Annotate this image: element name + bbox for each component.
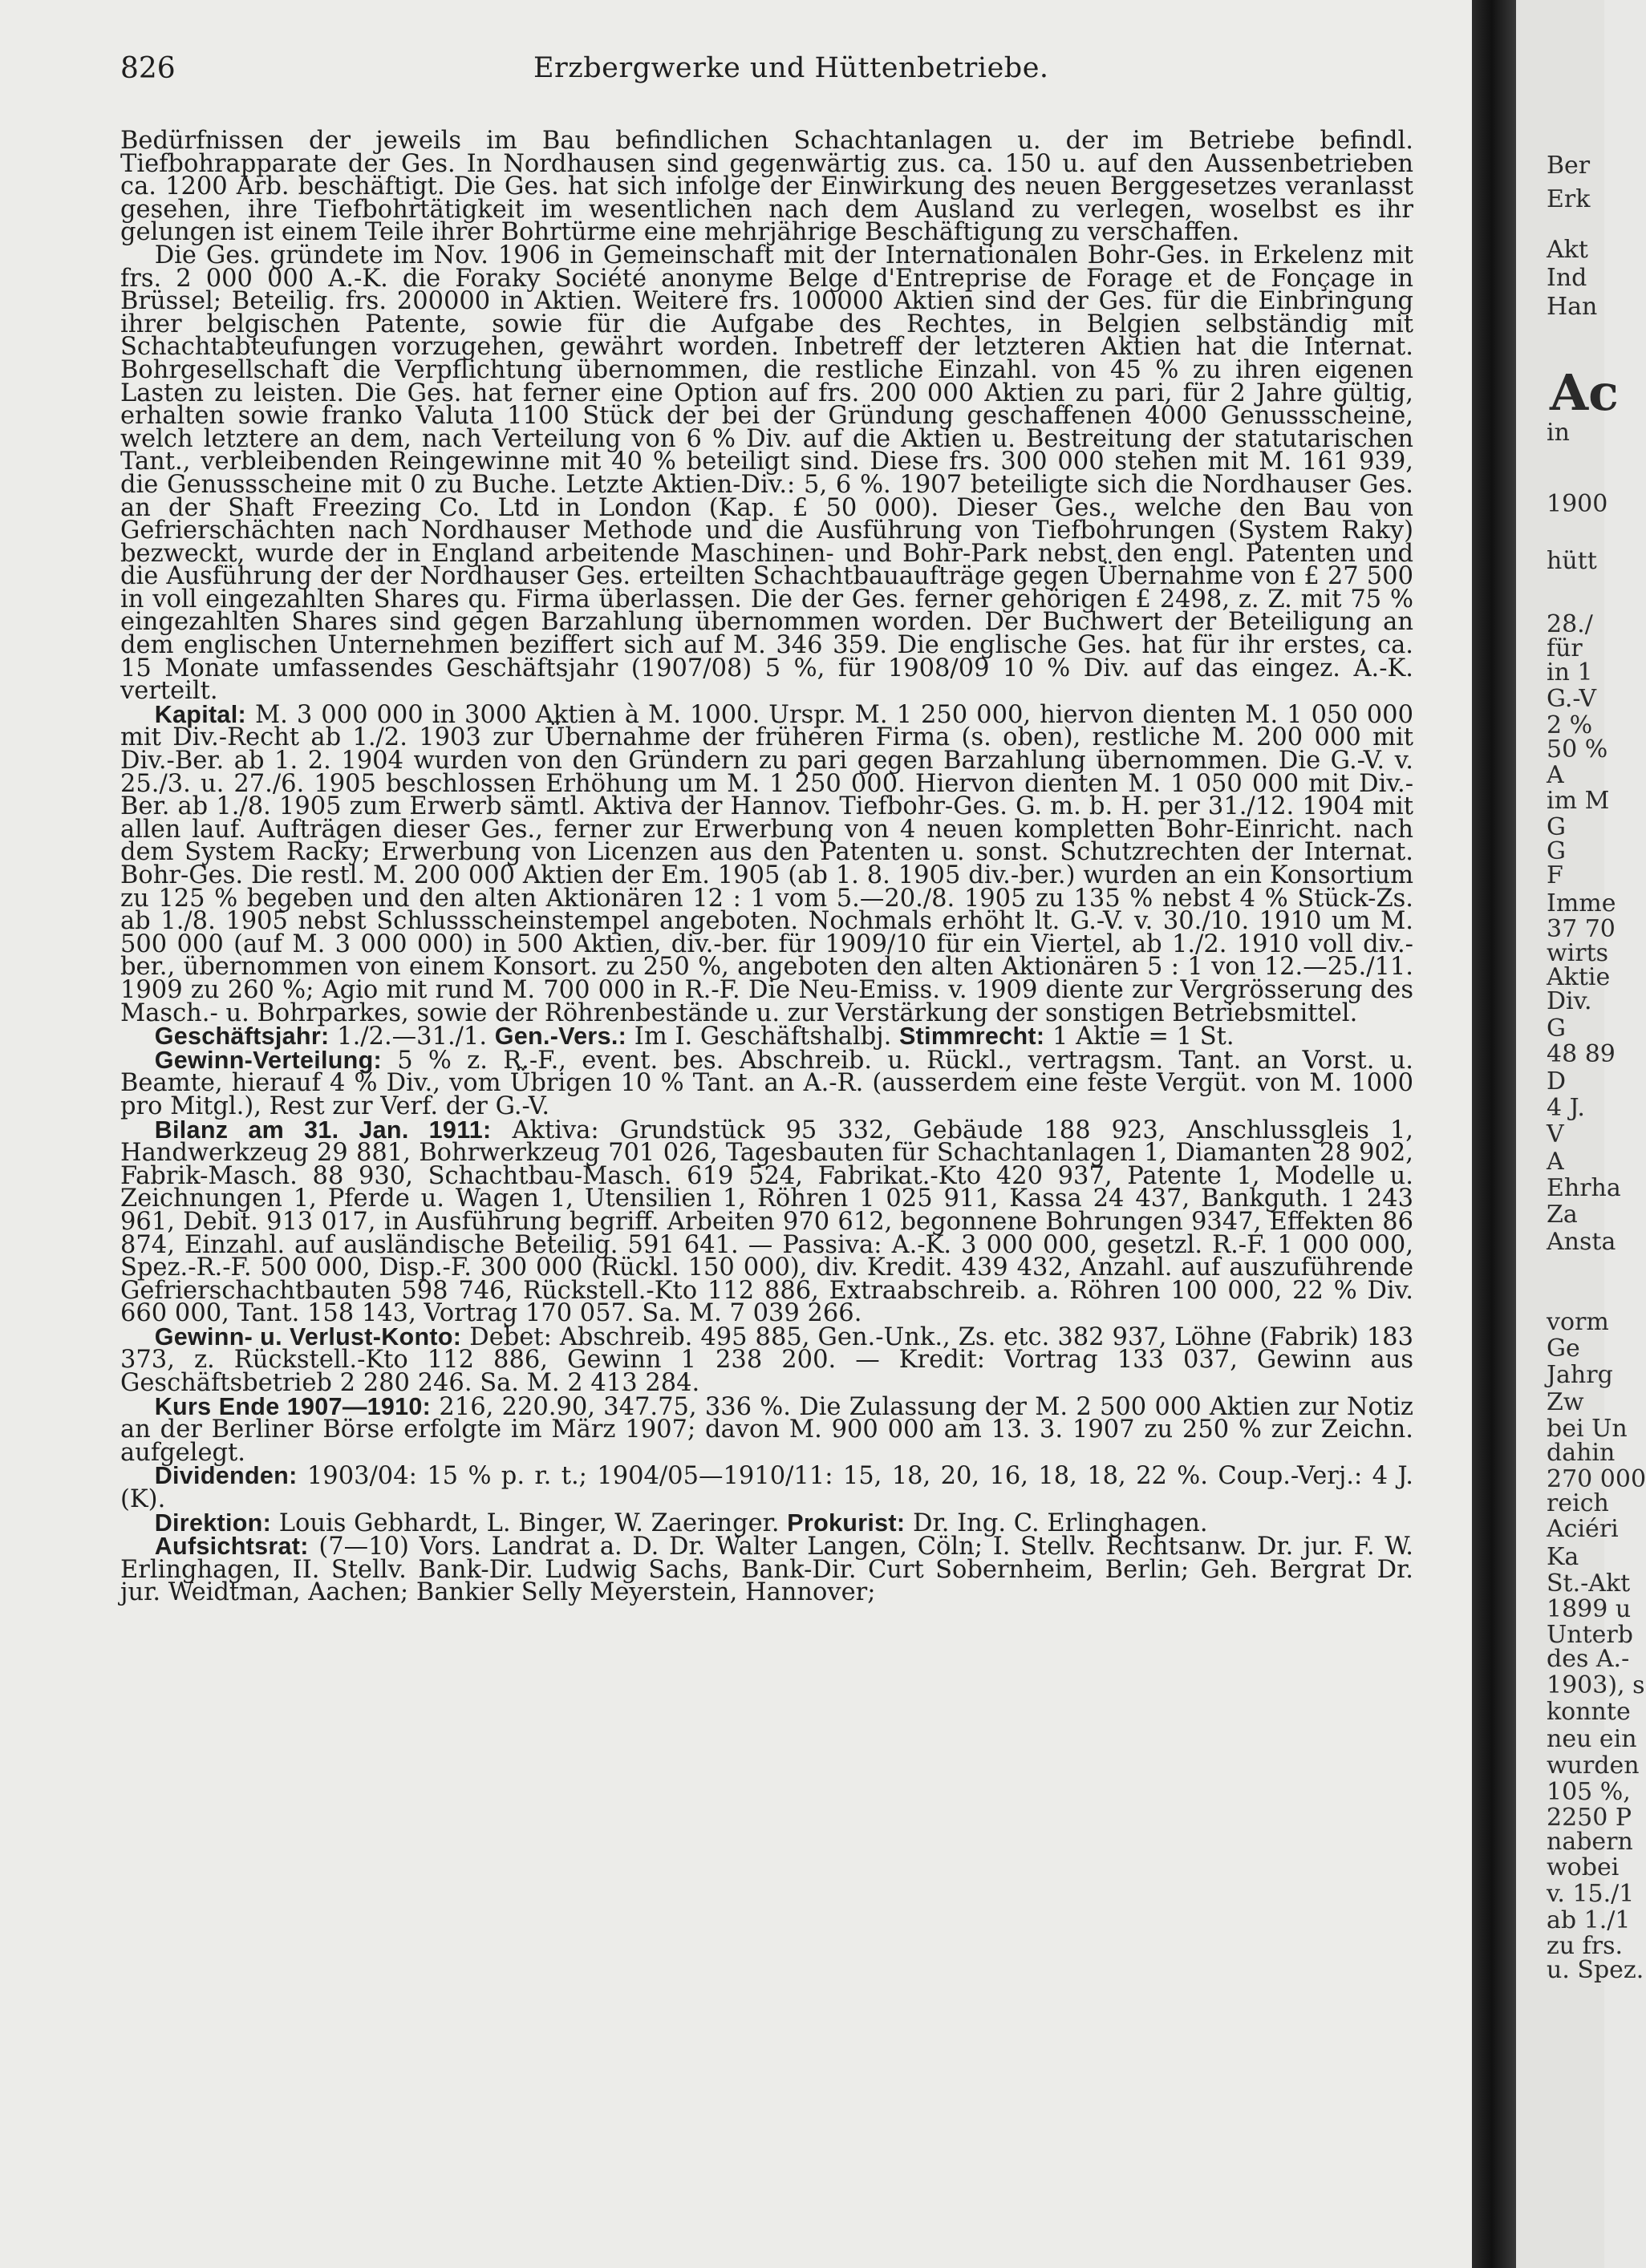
history-paragraph: Die Ges. gründete im Nov. 1906 in Gemeinschaft mit der Internationalen Bohr-Ges. in Erkelenz mit frs. 2 000 000 A.-K. die Foraky Société anonyme Belge d'Entreprise de Forage et de Fonçage in Brüssel; Beteilig. frs. 200000 in Aktien. Weitere frs. 100000 Aktien sind der Ges. für die Einbringung ihrer belgischen Patente, sowie für die Aufgabe des Rechtes, in Belgien selbständig mit Schachtabteufungen vorzugehen, gewährt worden. Inbetreff der letzteren Aktien hat die Internat. Bohrgesellschaft die Verpflichtung übernommen, die restliche Einzahl. von 45 % zu ihren eigenen Lasten zu leisten. Die Ges. hat ferner eine Option auf frs. 200 000 Aktien zu pari, für 2 Jahre gültig, erhalten sowie franko Valuta 1100 Stück der bei der Gründung geschaffenen 4000 Genussscheine, welch letztere an dem, nach Verteilung von 6 % Div. auf die Aktien u. Bestreitung der statutarischen Tant., verbleibenden Reingewinne mit 40 % beteiligt sind. Diese frs. 300 000 stehen mit M. 161 939, die Genussscheine mit 0 zu Buche. Letzte Aktien-Div.: 5, 6 %. 1907 beteiligte sich die Nordhauser Ges. an der Shaft Freezing Co. Ltd in London (Kap. £ 50 000). Dieser Ges., welche den Bau von Gefrierschächten nach Nordhauser Methode und die Ausführung von Tiefbohrungen (System Raky) bezweckt, wurde der in England arbeitende Maschinen- und Bohr-Park nebst den engl. Patenten und die Ausführung der der Nordhauser Ges. erteilten Schachtbauaufträge gegen Übernahme von £ 27 500 in voll eingezahlten Shares qu. Firma überlassen. Die der Ges. ferner gehörigen £ 2498, z. Z. mit 75 % eingezahlten Shares sind gegen Barzahlung übernommen worden. Der Buchwert der Beteiligung an dem englischen Unternehmen beziffert sich auf M. 346 359. Die englische Ges. hat für ihr erstes, ca. 15 Monate umfassendes Geschäftsjahr (1907/08) 5 %, für 1908/09 10 % Div. auf das eingez. A.-K. verteilt. (120, 241, 1413, 706)
adjacent-page-text: V (1547, 1120, 1564, 1148)
adjacent-page-text: 50 % (1547, 735, 1608, 763)
dividenden-label: Dividenden: (154, 1462, 298, 1490)
adjacent-page-text: Ind (1547, 264, 1587, 292)
adjacent-page-text: in (1547, 419, 1570, 447)
adjacent-page-text: 270 000 (1547, 1465, 1646, 1493)
adjacent-page-text: Jahrg (1547, 1361, 1613, 1389)
adjacent-page-text: Aciéri (1547, 1515, 1619, 1543)
adjacent-page-text: bei Un (1547, 1415, 1628, 1443)
adjacent-page-text: hütt (1547, 547, 1597, 575)
intro-paragraph: Bedürfnissen der jeweils im Bau befindlichen Schachtanlagen u. der im Betriebe befindl. Tiefbohrapparate der Ges. In Nordhausen sind gegenwärtig zus. ca. 150 u. auf den Aussenbetrieben ca. 1200 Arb. beschäftigt. Die Ges. hat sich infolge der Einwirkung des neuen Berggesetzes veranlasst gesehen, ihre Tiefbohrtätigkeit im wesentlichen nach dem Ausland zu verlegen, woselbst es ihr gelungen ist einem Teile ihrer Bohrtürme eine mehrjährige Beschäftigung zu verschaffen. (120, 127, 1413, 247)
geschaeftsjahr-paragraph (120, 1025, 1413, 1049)
dividenden-paragraph (120, 1462, 1413, 1514)
kapital-paragraph (120, 700, 1413, 1027)
adjacent-page-text: 37 70 (1547, 915, 1616, 943)
adjacent-page-text: Unterb (1547, 1621, 1633, 1649)
adjacent-page-text: Aktie (1547, 963, 1611, 991)
adjacent-page-text: Erk (1547, 185, 1591, 213)
adjacent-page-text: A (1547, 761, 1564, 789)
adjacent-page-text: St.-Akt (1547, 1569, 1631, 1598)
gewinn-verteilung-text: 5 % z. R.-F., event. bes. Abschreib. u. Rückl., vertragsm. Tant. an Vorst. u. Beamte, hierauf 4 % Div., vom Übrigen 10 % Tant. an A.-R. (ausserdem eine feste Vergüt. von M. 1000 pro Mitgl.), Rest zur Verf. der G.-V. (120, 1046, 1413, 1120)
adjacent-page-text: des A.- (1547, 1645, 1630, 1673)
adjacent-page-text: Ge (1547, 1334, 1580, 1363)
adjacent-page-text: zu frs. (1547, 1932, 1624, 1960)
adjacent-page-text: wirts (1547, 939, 1609, 967)
page-number: 826 (120, 52, 176, 85)
adjacent-page-text: Ansta (1547, 1228, 1616, 1256)
adjacent-page-text: reich (1547, 1489, 1609, 1517)
bilanz-text: Aktiva: Grundstück 95 332, Gebäude 188 923, Anschlussgleis 1, Handwerkzeug 29 881, Bohrwerkzeug 701 026, Tagesbauten für Schachtanlagen 1, Diamanten 28 902, Fabrik-Masch. 88 930, Schachtbau-Masch. 619 524, Fabrikat.-Kto 420 937, Patente 1, Modelle u. Zeichnungen 1, Pferde u. Wagen 1, Utensilien 1, Röhren 1 025 911, Kassa 24 437, Bankguth. 1 243 961, Debit. 913 017, in Ausführung begriff. Arbeiten 970 612, begonnene Bohrungen 9347, Effekten 86 874, Einzahl. auf ausländische Beteilig. 591 641. — Passiva: A.-K. 3 000 000, gesetzl. R.-F. 1 000 000, Spez.-R.-F. 500 000, Disp.-F. 300 000 (Rückl. 150 000), div. Kredit. 439 432, Anzahl. auf auszuführende Gefrierschachtbauten 598 746, Rückstell.-Kto 112 886, Extraabschreib. a. Röhren 100 000, 22 % Div. 660 000, Tant. 158 143, Vortrag 170 057. Sa. M. 7 039 266. (120, 1116, 1413, 1328)
bilanz-paragraph (120, 1116, 1413, 1328)
aufsichtsrat-label: Aufsichtsrat: (154, 1533, 309, 1561)
adjacent-page-text: vorm (1547, 1308, 1609, 1336)
adjacent-page-text: Zw (1547, 1388, 1584, 1416)
adjacent-page-text: A (1547, 1148, 1564, 1176)
prokurist-text: Dr. Ing. C. Erlinghagen. (913, 1509, 1208, 1537)
main-text-column (120, 127, 1414, 1607)
adjacent-page-text: 1899 u (1547, 1595, 1632, 1623)
page-header (120, 52, 1416, 100)
kurs-text: 216, 220.90, 347.75, 336 %. Die Zulassung der M. 2 500 000 Aktien zur Notiz an der Berliner Börse erfolgte im März 1907; davon M. 900 000 am 13. 3. 1907 zu 250 % zur Zeichn. aufgelegt. (120, 1392, 1414, 1467)
gen-vers-text: Im I. Geschäftshalbj. (634, 1023, 892, 1051)
guv-text: Debet: Abschreib. 495 885, Gen.-Unk., Zs. etc. 382 937, Löhne (Fabrik) 183 373, z. Rückstell.-Kto 112 886, Gewinn 1 238 200. — Kredit: Vortrag 133 037, Gewinn aus Geschäftsbetrieb 2 280 246. Sa. M. 2 413 284. (120, 1322, 1413, 1398)
gewinn-verteilung-label: Gewinn-Verteilung: (154, 1046, 382, 1074)
adjacent-page-text: 1903), s (1547, 1671, 1645, 1699)
adjacent-page-text: G (1547, 837, 1566, 865)
adjacent-page-text: 4 J. (1547, 1094, 1585, 1122)
geschaeftsjahr-text: 1./2.—31./1. (337, 1023, 488, 1051)
adjacent-page-text: F (1547, 861, 1563, 889)
direktion-label: Direktion: (154, 1509, 272, 1537)
dividenden-text: 1903/04: 15 % p. r. t.; 1904/05—1910/11: 15, 18, 20, 16, 18, 18, 22 %. Coup.-Verj.: 4 J. (K). (120, 1462, 1413, 1514)
adjacent-page-text: 28./ (1547, 610, 1593, 638)
adjacent-page-text: 2 % (1547, 711, 1593, 739)
adjacent-page-text: Za (1547, 1201, 1578, 1229)
kurs-label: Kurs Ende 1907—1910: (154, 1392, 432, 1420)
adjacent-page-text: wurden (1547, 1752, 1640, 1780)
adjacent-page-text: Ac (1550, 363, 1619, 422)
guv-paragraph (120, 1322, 1413, 1398)
adjacent-page-text: 105 %, (1547, 1778, 1631, 1806)
geschaeftsjahr-label: Geschäftsjahr: (154, 1023, 330, 1051)
adjacent-page-text: v. 15./1 (1547, 1880, 1635, 1908)
book-gutter (1472, 0, 1516, 2268)
adjacent-page-text: Ber (1547, 152, 1591, 180)
adjacent-page-text: 2250 P (1547, 1804, 1632, 1832)
adjacent-page-text: G (1547, 813, 1566, 841)
adjacent-page-text: konnte (1547, 1698, 1631, 1726)
adjacent-page-text: Akt (1547, 236, 1588, 264)
direktion-paragraph (120, 1509, 1413, 1537)
aufsichtsrat-paragraph (120, 1535, 1413, 1605)
bilanz-label: Bilanz am 31. Jan. 1911: (154, 1116, 492, 1144)
adjacent-page-text: Han (1547, 293, 1598, 321)
adjacent-page-text: neu ein (1547, 1725, 1637, 1753)
adjacent-page-text: ab 1./1 (1547, 1906, 1631, 1934)
stimmrecht-label: Stimmrecht: (899, 1023, 1045, 1051)
aufsichtsrat-text: (7—10) Vors. Landrat a. D. Dr. Walter Langen, Cöln; I. Stellv. Rechtsanw. Dr. jur. F. W. Erlinghagen, II. Stellv. Bank-Dir. Ludwig Sachs, Bank-Dir. Curt Sobernheim, Berlin; Geh. Bergrat Dr. jur. Weidtman, Aachen; Bankier Selly Meyerstein, Hannover; (120, 1533, 1413, 1607)
adjacent-page-text: für (1547, 634, 1583, 662)
kurs-paragraph (120, 1392, 1414, 1467)
adjacent-page-text: 1900 (1547, 490, 1608, 518)
adjacent-page-fragment (1516, 0, 1646, 2268)
adjacent-page-text: im M (1547, 787, 1610, 815)
adjacent-page-text: G.-V (1547, 685, 1597, 713)
prokurist-label: Prokurist: (787, 1509, 906, 1537)
adjacent-page-text: Imme (1547, 889, 1616, 917)
gen-vers-label: Gen.-Vers.: (494, 1023, 627, 1051)
adjacent-page-text: Ehrha (1547, 1174, 1621, 1202)
adjacent-page-text: u. Spez. (1547, 1956, 1644, 1984)
guv-label: Gewinn- u. Verlust-Konto: (154, 1322, 462, 1351)
adjacent-page-text: Div. (1547, 987, 1592, 1015)
direktion-text: Louis Gebhardt, L. Binger, W. Zaeringer. (278, 1509, 780, 1537)
adjacent-page-text: dahin (1547, 1439, 1616, 1467)
adjacent-page-text: wobei (1547, 1853, 1620, 1881)
adjacent-page-text: Ka (1547, 1543, 1579, 1571)
kapital-text: M. 3 000 000 in 3000 Aktien à M. 1000. Urspr. M. 1 250 000, hiervon dienten M. 1 050 000 mit Div.-Recht ab 1./2. 1903 zur Übernahme der früheren Firma (s. oben), restliche M. 200 000 mit Div.-Ber. ab 1. 2. 1904 wurden von den Gründern zu pari gegen Barzahlung übernommen. Die G.-V. v. 25./3. u. 27./6. 1905 beschlossen Erhöhung um M. 1 250 000. Hiervon dienten M. 1 050 000 mit Div.-Ber. ab 1./8. 1905 zum Erwerb sämtl. Aktiva der Hannov. Tiefbohr-Ges. G. m. b. H. per 31./12. 1904 mit allen lauf. Aufträgen dieser Ges., ferner zur Erwerbung von 4 neuen kompletten Bohr-Einricht. nach dem System Racky; Erwerbung von Licenzen aus den Patenten u. sonst. Schutzrechten der Internat. Bohr-Ges. Die restl. M. 200 000 Aktien der Em. 1905 (ab 1. 8. 1905 div.-ber.) wurden an ein Konsortium zu 125 % begeben und den alten Aktionären 12 : 1 vom 5.—20./8. 1905 zu 135 % nebst 4 % Stück-Zs. ab 1./8. 1905 nebst Schlussscheinstempel angeboten. Nochmals erhöht lt. G.-V. v. 30./10. 1910 um M. 500 000 (auf M. 3 000 000) in 500 Aktien, div.-ber. für 1909/10 für ein Viertel, ab 1./2. 1910 voll div.-ber., übernommen von einem Konsort. zu 250 %, angeboten den alten Aktionären 5 : 1 von 12.—25./11. 1909 zu 260 %; Agio mit rund M. 700 000 in R.-F. Die Neu-Emiss. v. 1909 diente zur Vergrösserung des Masch.- u. Bohrparkes, sowie der Röhrenbestände u. zur Verstärkung der sonstigen Betriebsmittel. (120, 700, 1413, 1027)
adjacent-page-text: nabern (1547, 1828, 1633, 1856)
adjacent-page-text: D (1547, 1067, 1567, 1096)
running-title: Erzbergwerke und Hüttenbetriebe. (533, 52, 1049, 84)
adjacent-page-text: in 1 (1547, 658, 1593, 686)
kapital-label: Kapital: (154, 700, 246, 728)
stimmrecht-text: 1 Aktie = 1 St. (1052, 1023, 1234, 1051)
adjacent-page-text: G (1547, 1015, 1566, 1043)
adjacent-page-text: 48 89 (1547, 1040, 1616, 1068)
gewinn-verteilung-paragraph (120, 1046, 1413, 1120)
